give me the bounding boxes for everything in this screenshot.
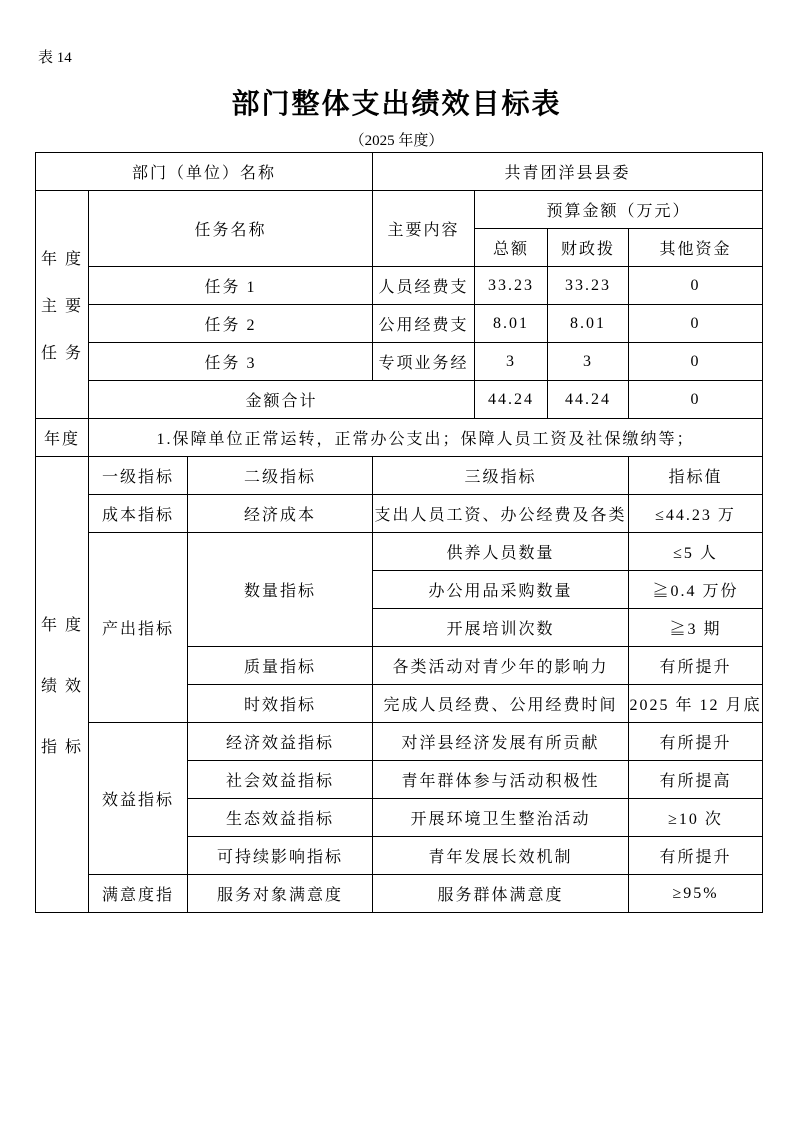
table-row <box>36 723 763 761</box>
table-row <box>36 191 763 229</box>
annual-goal-text: 1.保障单位正常运转，正常办公支出；保障人员工资及社保缴纳等； <box>89 419 763 457</box>
task-total-cell: 8.01 <box>475 305 548 343</box>
benefit-indicator-l2: 生态效益指标 <box>188 799 373 837</box>
page-subtitle: （2025 年度） <box>349 133 444 149</box>
benefit-indicator-l3: 开展环境卫生整治活动 <box>373 799 629 837</box>
sum-label-cell: 金额合计 <box>89 381 475 419</box>
indicator-value-header: 指标值 <box>629 457 763 495</box>
table-row <box>36 381 763 419</box>
main-content-header: 主要内容 <box>373 191 475 267</box>
annual-goal-label: 年度 <box>36 419 89 457</box>
sum-fiscal-cell: 44.24 <box>548 381 629 419</box>
dept-name-label: 部门（单位）名称 <box>36 153 373 191</box>
benefit-indicator-l2: 社会效益指标 <box>188 761 373 799</box>
quantity-indicator-value: ≧0.4 万份 <box>629 571 763 609</box>
quantity-indicator-l3: 办公用品采购数量 <box>373 571 629 609</box>
cost-indicator-l3: 支出人员工资、办公经费及各类 <box>373 495 629 533</box>
benefit-indicator-l2: 经济效益指标 <box>188 723 373 761</box>
task-other-cell: 0 <box>629 343 763 381</box>
budget-total-header: 总额 <box>475 229 548 267</box>
performance-target-table <box>35 152 763 913</box>
task-content-cell: 公用经费支 <box>373 305 475 343</box>
vertical-header-line: 任 务 <box>40 345 83 362</box>
quantity-indicator-l2: 数量指标 <box>188 533 373 647</box>
satisfaction-indicator-value: ≥95% <box>629 875 763 913</box>
sum-other-cell: 0 <box>629 381 763 419</box>
satisfaction-indicator-l1: 满意度指 <box>89 875 188 913</box>
task-name-cell: 任务 1 <box>89 267 373 305</box>
table-row <box>36 419 763 457</box>
vertical-header-line: 年 度 <box>40 617 83 634</box>
cost-indicator-l2: 经济成本 <box>188 495 373 533</box>
task-total-cell: 33.23 <box>475 267 548 305</box>
table-row <box>36 875 763 913</box>
task-total-cell: 3 <box>475 343 548 381</box>
table-row <box>36 305 763 343</box>
benefit-indicator-l1: 效益指标 <box>89 723 188 875</box>
benefit-indicator-l3: 青年群体参与活动积极性 <box>373 761 629 799</box>
cost-indicator-value: ≤44.23 万 <box>629 495 763 533</box>
vertical-header-line: 主 要 <box>40 298 83 315</box>
quantity-indicator-l3: 开展培训次数 <box>373 609 629 647</box>
task-name-cell: 任务 2 <box>89 305 373 343</box>
task-name-header: 任务名称 <box>89 191 373 267</box>
budget-amount-header: 预算金额（万元） <box>475 191 763 229</box>
output-indicator-l1: 产出指标 <box>89 533 188 723</box>
benefit-indicator-l3: 青年发展长效机制 <box>373 837 629 875</box>
quality-indicator-l3: 各类活动对青少年的影响力 <box>373 647 629 685</box>
budget-fiscal-header: 财政拨 <box>548 229 629 267</box>
level1-indicator-header: 一级指标 <box>89 457 188 495</box>
benefit-indicator-l3: 对洋县经济发展有所贡献 <box>373 723 629 761</box>
vertical-header-line: 绩 效 <box>40 678 83 695</box>
task-other-cell: 0 <box>629 305 763 343</box>
dept-name-value: 共青团洋县县委 <box>373 153 763 191</box>
task-content-cell: 专项业务经 <box>373 343 475 381</box>
vertical-header-line: 年 度 <box>40 251 83 268</box>
table-row <box>36 495 763 533</box>
annual-performance-indicators-vertical-header <box>36 457 89 913</box>
timeliness-indicator-l2: 时效指标 <box>188 685 373 723</box>
benefit-indicator-value: 有所提升 <box>629 723 763 761</box>
task-other-cell: 0 <box>629 267 763 305</box>
level3-indicator-header: 三级指标 <box>373 457 629 495</box>
task-fiscal-cell: 8.01 <box>548 305 629 343</box>
timeliness-indicator-l3: 完成人员经费、公用经费时间 <box>373 685 629 723</box>
quantity-indicator-value: ≧3 期 <box>629 609 763 647</box>
benefit-indicator-value: 有所提升 <box>629 837 763 875</box>
benefit-indicator-l2: 可持续影响指标 <box>188 837 373 875</box>
satisfaction-indicator-l2: 服务对象满意度 <box>188 875 373 913</box>
table-row <box>36 267 763 305</box>
quality-indicator-l2: 质量指标 <box>188 647 373 685</box>
task-fiscal-cell: 33.23 <box>548 267 629 305</box>
sum-total-cell: 44.24 <box>475 381 548 419</box>
quantity-indicator-value: ≤5 人 <box>629 533 763 571</box>
quality-indicator-value: 有所提升 <box>629 647 763 685</box>
benefit-indicator-value: 有所提高 <box>629 761 763 799</box>
budget-other-header: 其他资金 <box>629 229 763 267</box>
cost-indicator-l1: 成本指标 <box>89 495 188 533</box>
page-title: 部门整体支出绩效目标表 <box>231 88 562 119</box>
quantity-indicator-l3: 供养人员数量 <box>373 533 629 571</box>
vertical-header-line: 指 标 <box>40 739 83 756</box>
table-row <box>36 343 763 381</box>
task-fiscal-cell: 3 <box>548 343 629 381</box>
satisfaction-indicator-l3: 服务群体满意度 <box>373 875 629 913</box>
task-name-cell: 任务 3 <box>89 343 373 381</box>
table-row <box>36 533 763 571</box>
table-row <box>36 457 763 495</box>
task-content-cell: 人员经费支 <box>373 267 475 305</box>
benefit-indicator-value: ≥10 次 <box>629 799 763 837</box>
table-number-label: 表 14 <box>38 50 72 66</box>
table-row <box>36 153 763 191</box>
annual-main-tasks-vertical-header <box>36 191 89 419</box>
timeliness-indicator-value: 2025 年 12 月底 <box>629 685 763 723</box>
level2-indicator-header: 二级指标 <box>188 457 373 495</box>
